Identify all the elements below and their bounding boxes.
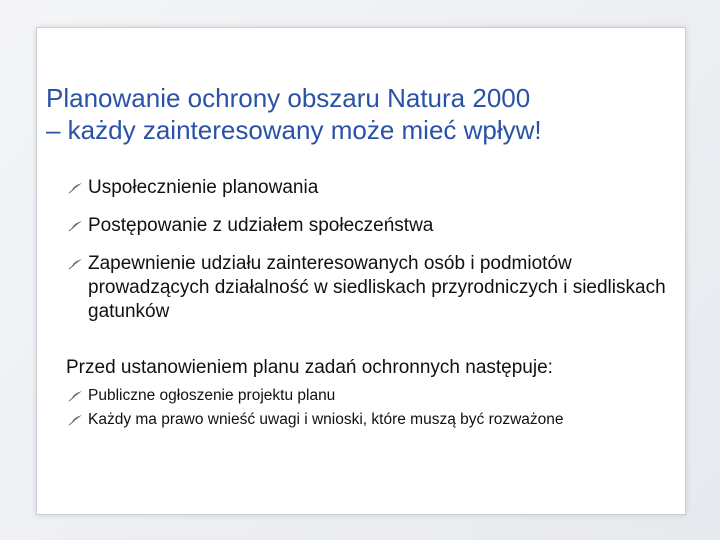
list-item [66, 408, 676, 432]
feather-quill-icon [68, 220, 84, 232]
list-item [66, 176, 666, 200]
list-item-text: Uspołecznienie planowania [88, 177, 319, 198]
list-item-text: Każdy ma prawo wnieść uwagi i wnioski, które muszą być rozważone [88, 411, 564, 428]
feather-quill-icon [68, 414, 84, 426]
main-bullet-list [66, 176, 666, 324]
feather-quill-icon [68, 258, 84, 270]
title-line-1: Planowanie ochrony obszaru Natura 2000 [46, 83, 531, 113]
slide-title [46, 82, 676, 146]
intro-text: Przed ustanowieniem planu zadań ochronnych następuje: [66, 357, 553, 378]
feather-quill-icon [68, 390, 84, 402]
title-line-2: – każdy zainteresowany może mieć wpływ! [46, 115, 542, 145]
list-item-text: Postępowanie z udziałem społeczeństwa [88, 215, 434, 236]
list-item [66, 214, 666, 238]
list-item-text: Zapewnienie udziału zainteresowanych osób i podmiotów prowadzących działalność w siedliskach przyrodniczych i siedliskach gatunków [88, 253, 666, 322]
sub-bullet-list [66, 384, 676, 432]
list-item-text: Publiczne ogłoszenie projektu planu [88, 387, 336, 404]
feather-quill-icon [68, 182, 84, 194]
list-item [66, 384, 676, 408]
list-item [66, 252, 666, 324]
